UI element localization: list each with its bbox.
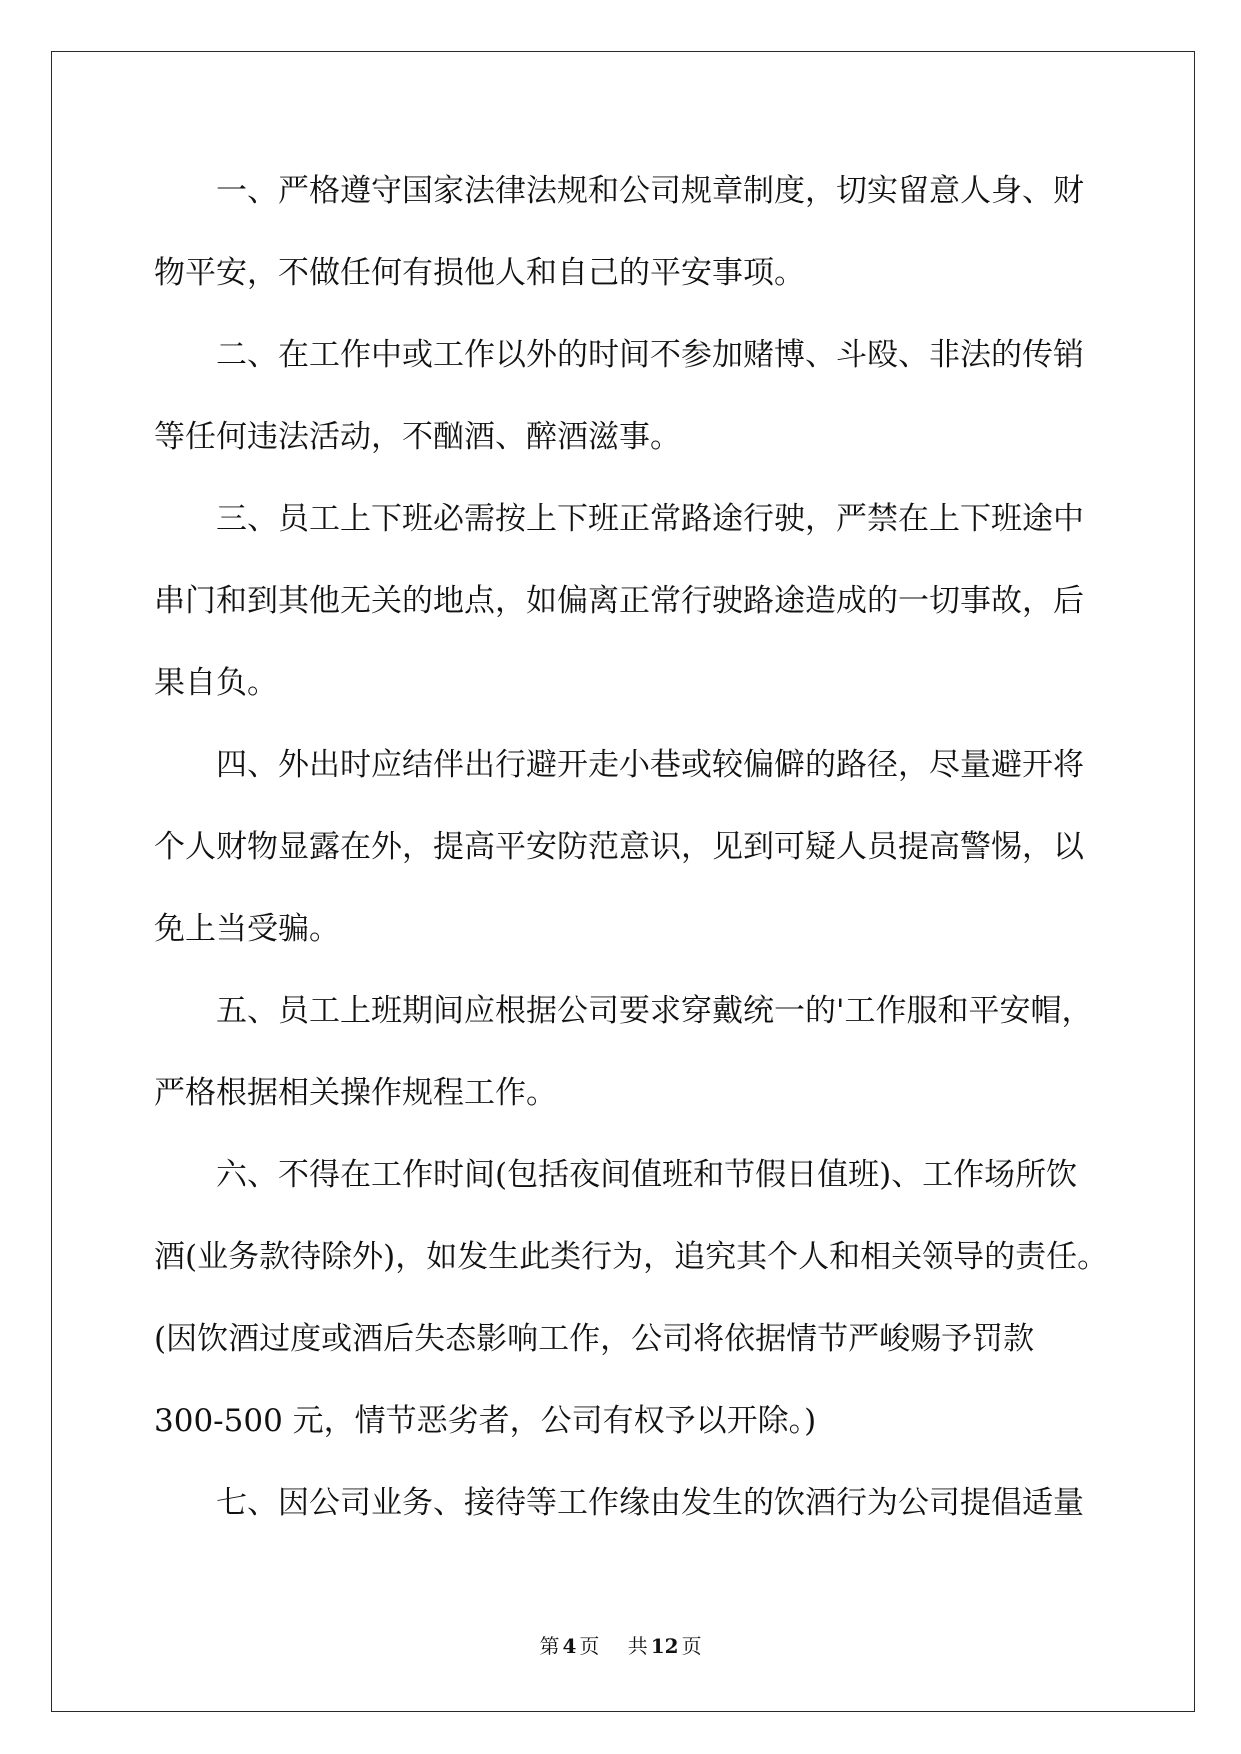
page-number-label — [539, 1634, 605, 1658]
text-line: 五、员工上班期间应根据公司要求穿戴统一的'工作服和平安帽， — [216, 993, 1093, 1029]
paragraph-1 — [154, 150, 1154, 314]
text-line: 六、不得在工作时间(包括夜间值班和节假日值班)、工作场所饮 — [216, 1157, 1078, 1193]
total-pages-suffix: 页 — [681, 1634, 702, 1658]
page-number-prefix: 第 — [539, 1634, 560, 1658]
text-line: 物平安，不做任何有损他人和自己的平安事项。 — [154, 255, 805, 291]
text-line: 二、在工作中或工作以外的时间不参加赌博、斗殴、非法的传销 — [216, 337, 1084, 373]
text-line: 等任何违法活动，不酗酒、醉酒滋事。 — [154, 419, 681, 455]
paragraph-6 — [154, 1134, 1154, 1462]
total-pages-prefix: 共 — [627, 1634, 648, 1658]
text-line: 免上当受骗。 — [154, 911, 340, 947]
total-pages: 12 — [650, 1634, 679, 1658]
paragraph-4 — [154, 724, 1154, 970]
text-line: 果自负。 — [154, 665, 278, 701]
text-line: 四、外出时应结伴出行避开走小巷或较偏僻的路径，尽量避开将 — [216, 747, 1084, 783]
paragraph-5 — [154, 970, 1154, 1134]
document-body — [154, 150, 1154, 1544]
text-line: 300-500 元，情节恶劣者，公司有权予以开除。) — [154, 1403, 817, 1439]
text-line: 酒(业务款待除外)，如发生此类行为，追究其个人和相关领导的责任。 — [154, 1239, 1109, 1275]
text-line: 串门和到其他无关的地点，如偏离正常行驶路途造成的一切事故，后 — [154, 583, 1084, 619]
page-number: 4 — [562, 1634, 577, 1658]
text-line: 三、员工上下班必需按上下班正常路途行驶，严禁在上下班途中 — [216, 501, 1084, 537]
paragraph-3 — [154, 478, 1154, 724]
text-line: 七、因公司业务、接待等工作缘由发生的饮酒行为公司提倡适量 — [216, 1485, 1084, 1521]
text-line: 个人财物显露在外，提高平安防范意识，见到可疑人员提高警惕，以 — [154, 829, 1084, 865]
total-pages-label — [628, 1634, 702, 1658]
text-line: (因饮酒过度或酒后失态影响工作，公司将依据情节严峻赐予罚款 — [154, 1321, 1035, 1357]
page-footer — [0, 1632, 1241, 1660]
text-line: 一、严格遵守国家法律法规和公司规章制度，切实留意人身、财 — [216, 173, 1084, 209]
page-number-suffix: 页 — [579, 1634, 600, 1658]
paragraph-2 — [154, 314, 1154, 478]
paragraph-7 — [154, 1462, 1154, 1544]
text-line: 严格根据相关操作规程工作。 — [154, 1075, 557, 1111]
